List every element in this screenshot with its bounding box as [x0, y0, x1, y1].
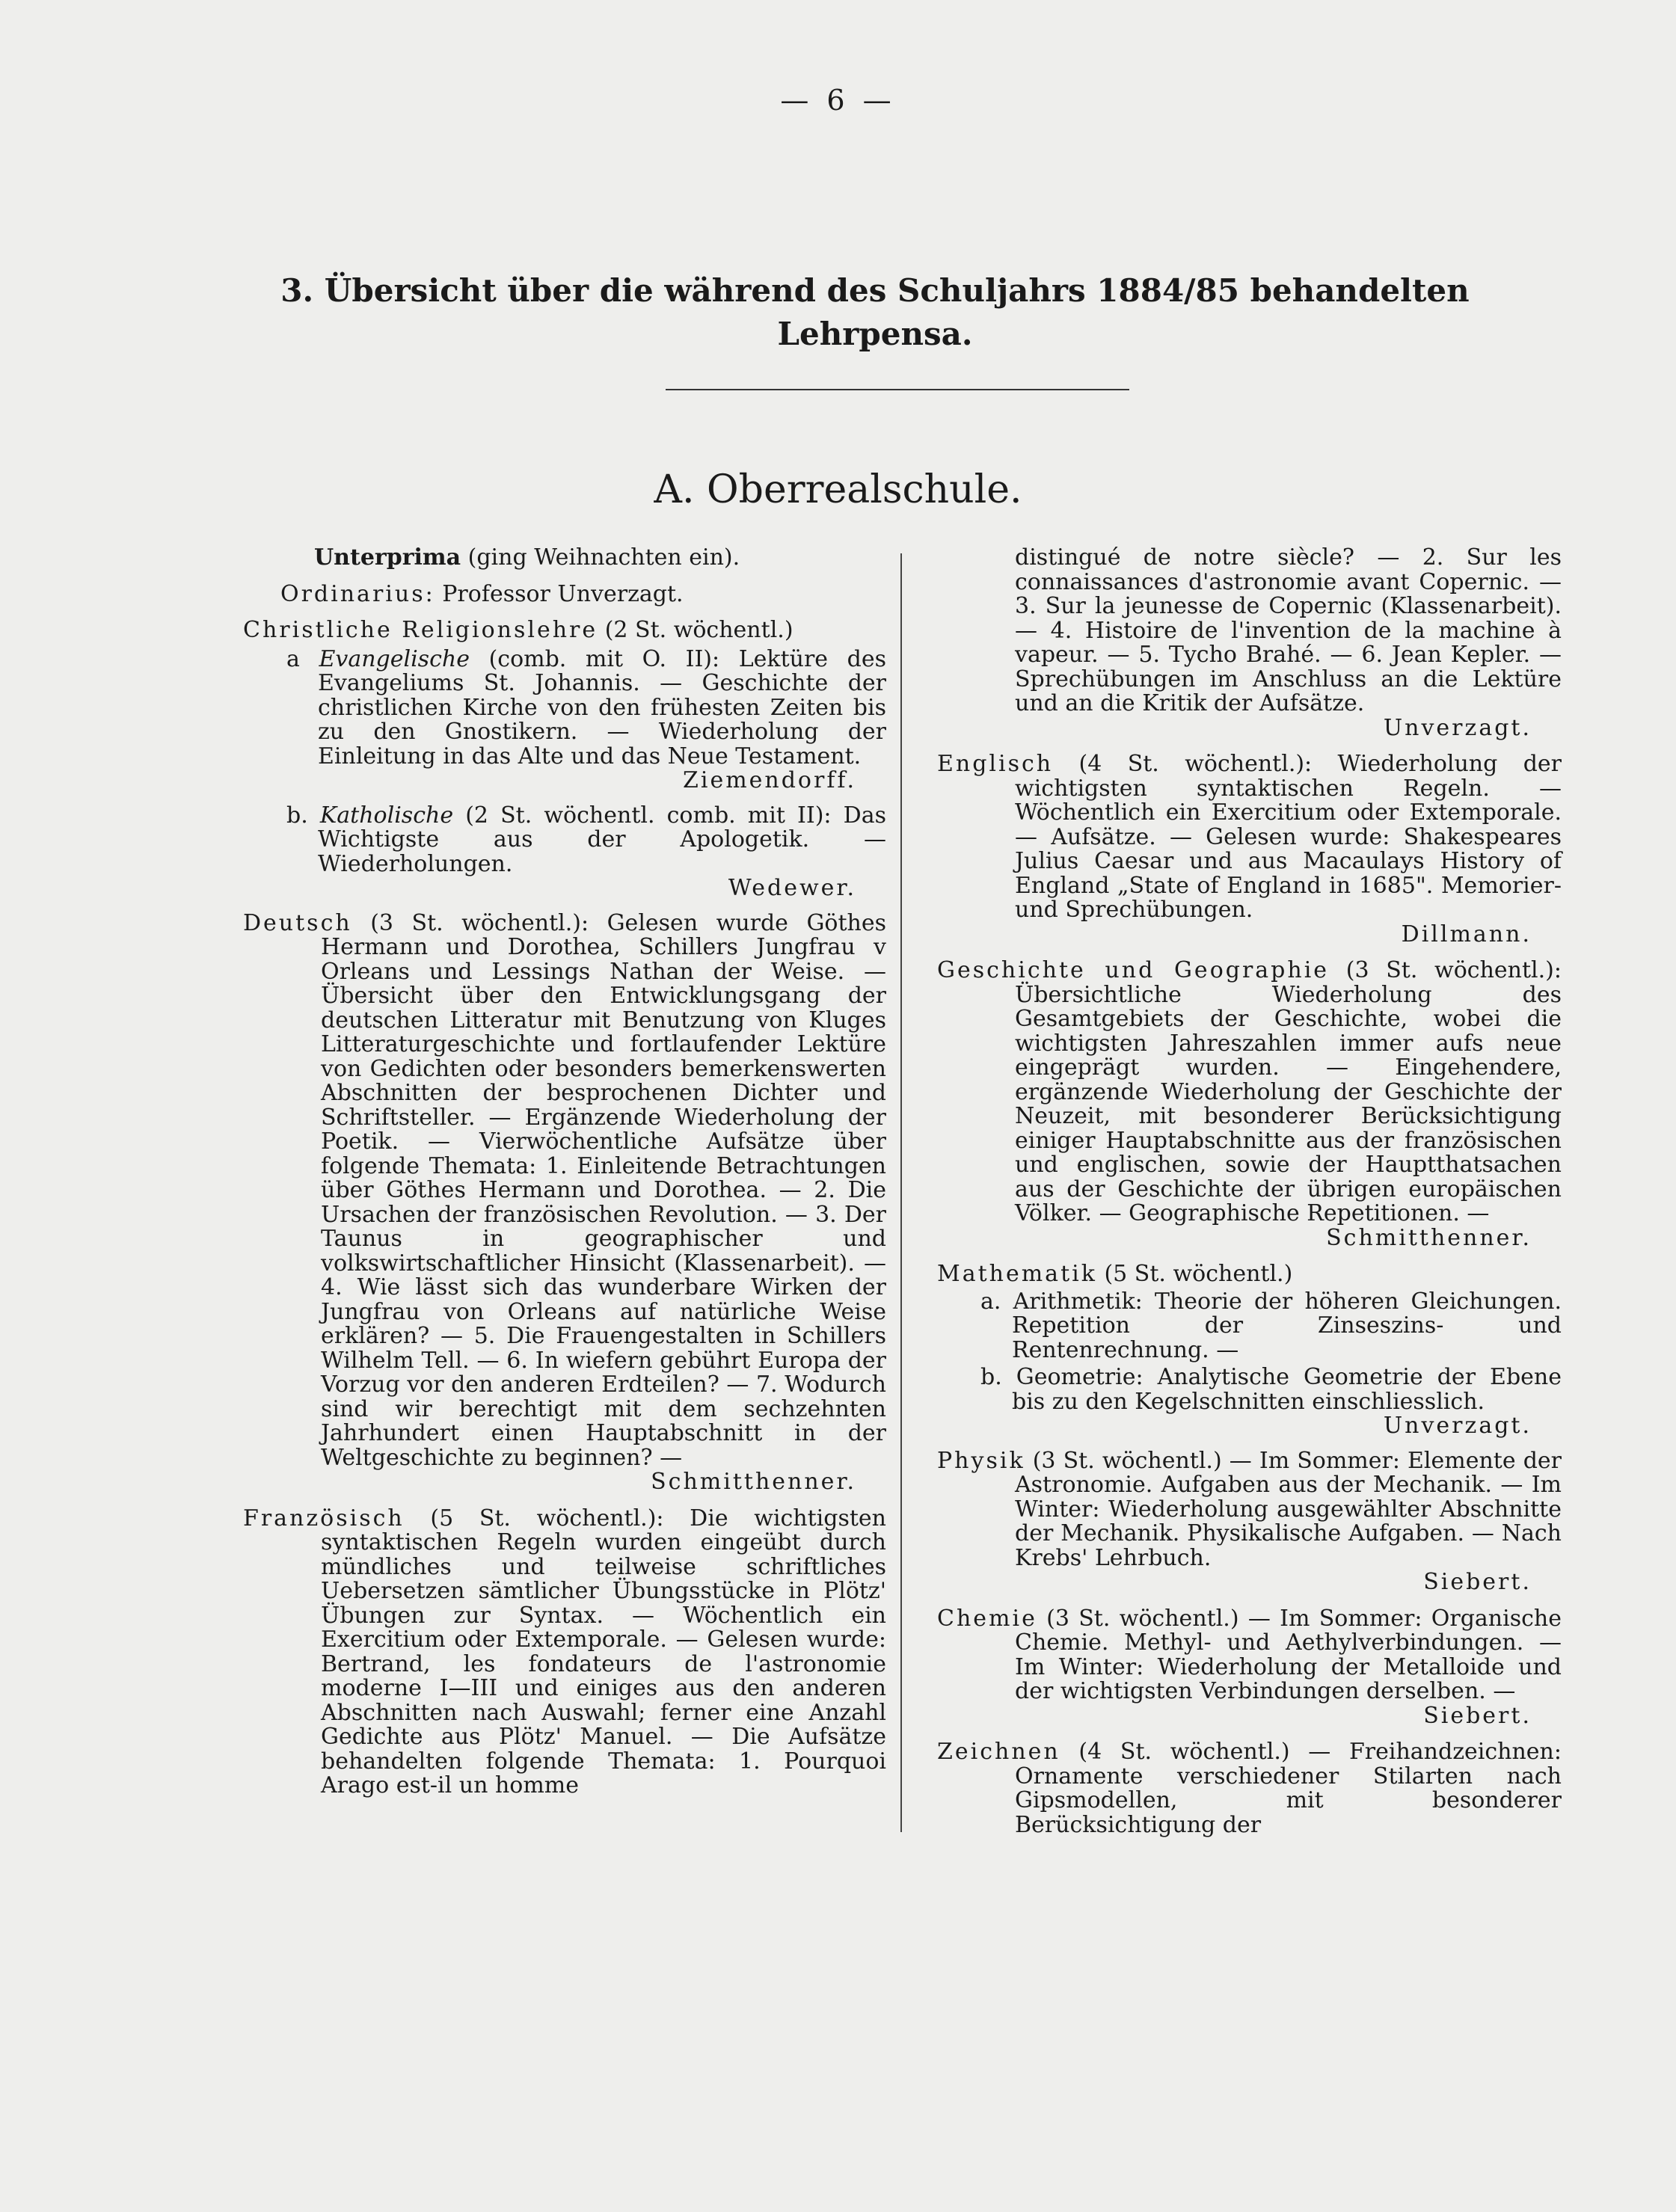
franz-teacher: Unverzagt. — [1383, 714, 1532, 741]
franz-cont-text: distingué de notre siècle? — 2. Sur les connaissances d'astronomie avant Copernic. — 3. Sur la jeunesse de Copernic (Klassenarbeit). — 4. Histoire de l'invention de la machine à vapeur. — 5. Tycho Brahé. — 6. Jean Kepler. — Sprechübungen im Anschluss an die Lektüre und an die Kritik der Aufsätze. — [1015, 544, 1562, 716]
katholisch-entry: b. Katholische (2 St. wöchentl. comb. mit II): Das Wichtigste aus der Apologetik. — Wiederholungen. Wedewer. — [286, 802, 886, 901]
chem-entry — [937, 1607, 1562, 1729]
ev-teacher: Ziemendorff. — [683, 767, 856, 793]
zeich-heading: Zeichnen — [937, 1739, 1060, 1765]
math-teacher: Unverzagt. — [1383, 1413, 1532, 1439]
zeich-entry — [937, 1740, 1562, 1837]
math-a: a. Arithmetik: Theorie der höheren Gleichungen. Repetition der Zinseszins- und Rentenrechnung. — — [980, 1288, 1562, 1363]
gesch-text: (3 St. wöchentl.): Übersichtliche Wiederholung des Gesamtgebiets der Geschichte, wobei die wichtigsten Jahreszahlen immer aufs neue eingeprägt wurden. — Eingehendere, ergänzende Wiederholung der Geschichte der Neuzeit, mit besonderer Berücksichtigung einiger Hauptabschnitte aus der französischen und englischen, sowie der Hauptthatsachen aus der Geschichte der übrigen europäischen Völker. — Geographische Repetitionen. — — [1015, 957, 1562, 1226]
math-b-entry — [937, 1365, 1562, 1439]
class-note: (ging Weihnachten ein). — [467, 544, 740, 571]
column-divider — [900, 553, 902, 1832]
engl-heading: Englisch — [937, 751, 1054, 777]
ordinarius-label: Ordinarius: — [280, 580, 435, 607]
phys-teacher: Siebert. — [1423, 1569, 1532, 1595]
deutsch-text: (3 St. wöchentl.): Gelesen wurde Göthes Hermann und Dorothea, Schillers Jungfrau v Orleans und Lessings Nathan der Weise. — Übersicht über den Entwicklungsgang der deutschen Litteratur mit Benutzung von Kluges Litteraturgeschichte und fortlaufender Lektüre von Gedichten oder besonders bemerkenswerten Abschnitten der besprochenen Dichter und Schriftsteller. — Ergänzende Wiederholung der Poetik. — Vierwöchentliche Aufsätze über folgende Themata: 1. Einleitende Betrachtungen über Göthes Hermann und Dorothea. — 2. Die Ursachen der französischen Revolution. — 3. Der Taunus in geographischer und volkswirtschaftlicher Hinsicht (Klassenarbeit). — 4. Wie lässt sich das wunderbare Wirken der Jungfrau von Orleans auf natürliche Weise erklären? — 5. Die Frauengestalten in Schillers Wilhelm Tell. — 6. In wiefern gebührt Europa der Vorzug vor den anderen Erdteilen? — 7. Wodurch sind wir berechtigt mit dem sechzehnten Jahrhundert einen Hauptabschnitt in der Weltgeschichte zu beginnen? — — [321, 909, 886, 1471]
math-heading: Mathematik — [937, 1261, 1097, 1287]
phys-text: (3 St. wöchentl.) — Im Sommer: Elemente der Astronomie. Aufgaben aus der Mechanik. — Im Winter: Wiederholung ausgewählter Abschnitte der Mechanik. Physikalische Aufgaben. — Nach Krebs' Lehrbuch. — [1015, 1447, 1562, 1571]
ev-label: Evangelische — [319, 645, 470, 672]
franz-heading: Französisch — [243, 1505, 405, 1531]
math-b: b. Geometrie: Analytische Geometrie der Ebene bis zu den Kegelschnitten einschliesslich. — [980, 1364, 1562, 1415]
section-heading: A. Oberrealschule. — [654, 467, 1022, 512]
religion-heading-line — [243, 618, 886, 643]
math-hours: (5 St. wöchentl.) — [1104, 1261, 1293, 1287]
gesch-heading: Geschichte und Geographie — [937, 957, 1330, 983]
religion-heading: Christliche Religionslehre — [243, 617, 598, 643]
chem-heading: Chemie — [937, 1605, 1037, 1632]
class-name: Unterprima — [314, 544, 461, 571]
kath-teacher: Wedewer. — [728, 875, 856, 901]
ordinarius: Professor Unverzagt. — [442, 580, 684, 607]
deutsch-heading: Deutsch — [243, 909, 352, 936]
franz-continuation — [937, 546, 1562, 740]
gesch-teacher: Schmitthenner. — [1326, 1224, 1532, 1251]
evangelisch-entry: a Evangelische (comb. mit O. II): Lektüre des Evangeliums St. Johannis. — Geschichte der christlichen Kirche von den frühesten Zeiten bis zu den Gnostikern. — Wiederholung der Einleitung in das Alte und das Neue Testament. Ziemendorff. — [286, 645, 886, 793]
deutsch-entry — [243, 909, 886, 1495]
franz-entry — [243, 1507, 886, 1798]
kath-label: Katholische — [319, 802, 454, 829]
engl-text: (4 St. wöchentl.): Wiederholung der wichtigsten syntaktischen Regeln. — Wöchentlich ein Exercitium oder Extemporale. — Aufsätze. — Gelesen wurde: Shakespeares Julius Caesar und aus Macaulays History of England „State of England in 1685". Memorier- und Sprechübungen. — [1015, 751, 1562, 923]
chem-text: (3 St. wöchentl.) — Im Sommer: Organische Chemie. Methyl- und Aethylverbindungen. — Im Winter: Wiederholung der Metalloide und der wichtigsten Verbindungen derselben. — — [1015, 1605, 1562, 1704]
ev-text: (comb. mit O. II): Lektüre des Evangeliums St. Johannis. — Geschichte der christlichen Kirche von den frühesten Zeiten bis zu den Gnostikern. — Wiederholung der Einleitung in das Alte und das Neue Testament. — [318, 645, 886, 769]
class-heading — [243, 546, 886, 571]
phys-heading: Physik — [937, 1447, 1025, 1474]
math-heading-line — [937, 1262, 1562, 1287]
deutsch-teacher: Schmitthenner. — [651, 1469, 856, 1495]
religion-hours: (2 St. wöchentl.) — [604, 617, 794, 643]
right-column — [937, 546, 1562, 1849]
engl-entry — [937, 752, 1562, 947]
page-number: — 6 — — [780, 84, 896, 117]
chem-teacher: Siebert. — [1423, 1702, 1532, 1729]
engl-teacher: Dillmann. — [1401, 921, 1532, 947]
page-title: 3. Übersicht über die während des Schuljahrs 1884/85 behandelten Lehrpensa. — [280, 272, 1470, 352]
ordinarius-line — [243, 580, 886, 607]
title-rule — [666, 389, 1129, 390]
gesch-entry — [937, 959, 1562, 1250]
franz-text: (5 St. wöchentl.): Die wichtigsten syntaktischen Regeln wurden eingeübt durch mündliches und teilweise schriftliches Uebersetzen sämtlicher Übungsstücke in Plötz' Übungen zur Syntax. — Wöchentlich ein Exercitium oder Extemporale. — Gelesen wurde: Bertrand, les fondateurs de l'astronomie moderne I—III und einiges aus den anderen Abschnitten nach Auswahl; ferner eine Anzahl Gedichte aus Plötz' Manuel. — Die Aufsätze behandelten folgende Themata: 1. Pourquoi Arago est-il un homme — [321, 1505, 886, 1798]
phys-entry — [937, 1449, 1562, 1595]
kath-text: (2 St. wöchentl. comb. mit II): Das Wichtigste aus der Apologetik. — Wiederholungen. — [318, 802, 886, 877]
left-column — [243, 546, 886, 1810]
zeich-text: (4 St. wöchentl.) — Freihandzeichnen: Ornamente verschiedener Stilarten nach Gipsmodellen, mit besonderer Berücksichtigung der — [1015, 1739, 1562, 1838]
